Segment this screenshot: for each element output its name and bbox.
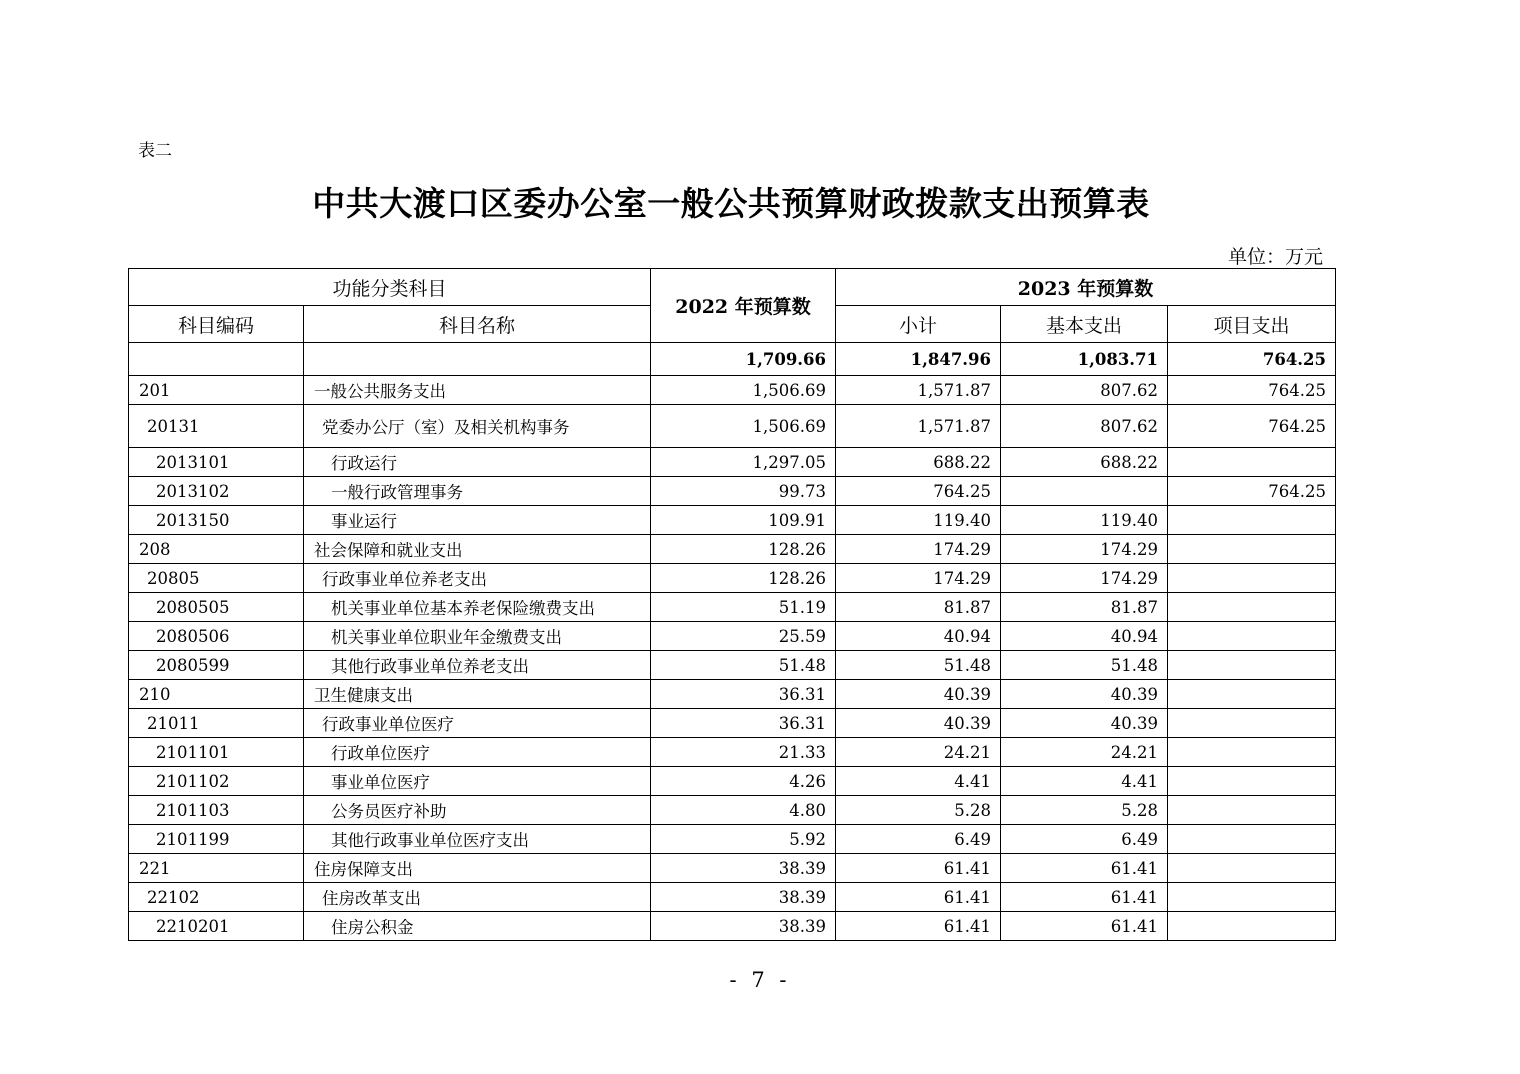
- cell-basic: 5.28: [1001, 796, 1168, 825]
- cell-project: [1168, 854, 1336, 883]
- cell-project: [1168, 593, 1336, 622]
- header-budget-2023: 2023 年预算数: [836, 269, 1336, 306]
- total-subtotal: 1,847.96: [836, 343, 1001, 376]
- cell-subtotal: 51.48: [836, 651, 1001, 680]
- cell-subtotal: 24.21: [836, 738, 1001, 767]
- cell-name: 其他行政事业单位医疗支出: [304, 825, 651, 854]
- table-row: [129, 376, 1336, 405]
- cell-budget-2022: 51.48: [651, 651, 836, 680]
- cell-code: 2080599: [129, 651, 304, 680]
- cell-code: 2080506: [129, 622, 304, 651]
- cell-code: 22102: [129, 883, 304, 912]
- header-function-category: 功能分类科目: [129, 269, 651, 306]
- cell-name: 一般公共服务支出: [304, 376, 651, 405]
- total-code: [129, 343, 304, 376]
- cell-code: 2101199: [129, 825, 304, 854]
- cell-budget-2022: 99.73: [651, 477, 836, 506]
- header-project: 项目支出: [1168, 306, 1336, 343]
- cell-subtotal: 4.41: [836, 767, 1001, 796]
- cell-budget-2022: 51.19: [651, 593, 836, 622]
- cell-code: 2080505: [129, 593, 304, 622]
- cell-subtotal: 61.41: [836, 912, 1001, 941]
- cell-project: [1168, 651, 1336, 680]
- cell-project: 764.25: [1168, 376, 1336, 405]
- header-budget-2022: 2022 年预算数: [651, 269, 836, 343]
- cell-project: [1168, 535, 1336, 564]
- table-row: [129, 883, 1336, 912]
- cell-basic: 40.94: [1001, 622, 1168, 651]
- cell-subtotal: 764.25: [836, 477, 1001, 506]
- cell-basic: 51.48: [1001, 651, 1168, 680]
- cell-basic: 807.62: [1001, 376, 1168, 405]
- cell-budget-2022: 38.39: [651, 883, 836, 912]
- cell-subtotal: 1,571.87: [836, 376, 1001, 405]
- header-name: 科目名称: [304, 306, 651, 343]
- cell-name: 党委办公厅（室）及相关机构事务: [304, 405, 651, 448]
- cell-project: [1168, 796, 1336, 825]
- cell-name: 住房保障支出: [304, 854, 651, 883]
- cell-code: 2210201: [129, 912, 304, 941]
- cell-budget-2022: 4.80: [651, 796, 836, 825]
- table-label: 表二: [138, 141, 172, 161]
- cell-name: 社会保障和就业支出: [304, 535, 651, 564]
- cell-code: 21011: [129, 709, 304, 738]
- cell-budget-2022: 1,506.69: [651, 376, 836, 405]
- cell-budget-2022: 1,297.05: [651, 448, 836, 477]
- cell-name: 卫生健康支出: [304, 680, 651, 709]
- cell-name: 事业单位医疗: [304, 767, 651, 796]
- header-basic: 基本支出: [1001, 306, 1168, 343]
- total-2022: 1,709.66: [651, 343, 836, 376]
- cell-subtotal: 174.29: [836, 564, 1001, 593]
- cell-basic: 40.39: [1001, 709, 1168, 738]
- cell-project: [1168, 912, 1336, 941]
- cell-basic: 174.29: [1001, 535, 1168, 564]
- cell-code: 2101101: [129, 738, 304, 767]
- cell-budget-2022: 36.31: [651, 680, 836, 709]
- cell-name: 公务员医疗补助: [304, 796, 651, 825]
- cell-subtotal: 174.29: [836, 535, 1001, 564]
- cell-subtotal: 688.22: [836, 448, 1001, 477]
- cell-basic: [1001, 477, 1168, 506]
- table-row: [129, 448, 1336, 477]
- cell-subtotal: 40.39: [836, 680, 1001, 709]
- cell-project: [1168, 680, 1336, 709]
- cell-name: 行政运行: [304, 448, 651, 477]
- cell-project: 764.25: [1168, 405, 1336, 448]
- cell-name: 机关事业单位职业年金缴费支出: [304, 622, 651, 651]
- cell-code: 20131: [129, 405, 304, 448]
- total-row: [129, 343, 1336, 376]
- table-row: [129, 651, 1336, 680]
- table-row: [129, 405, 1336, 448]
- cell-name: 住房改革支出: [304, 883, 651, 912]
- cell-budget-2022: 128.26: [651, 535, 836, 564]
- cell-name: 住房公积金: [304, 912, 651, 941]
- table-body: [129, 343, 1336, 941]
- cell-budget-2022: 36.31: [651, 709, 836, 738]
- cell-project: [1168, 622, 1336, 651]
- cell-project: [1168, 564, 1336, 593]
- cell-name: 行政事业单位医疗: [304, 709, 651, 738]
- cell-budget-2022: 4.26: [651, 767, 836, 796]
- table-row: [129, 680, 1336, 709]
- cell-project: 764.25: [1168, 477, 1336, 506]
- cell-name: 其他行政事业单位养老支出: [304, 651, 651, 680]
- cell-project: [1168, 709, 1336, 738]
- cell-budget-2022: 38.39: [651, 854, 836, 883]
- table-row: [129, 825, 1336, 854]
- cell-project: [1168, 448, 1336, 477]
- cell-budget-2022: 1,506.69: [651, 405, 836, 448]
- cell-code: 210: [129, 680, 304, 709]
- cell-basic: 61.41: [1001, 883, 1168, 912]
- cell-name: 行政单位医疗: [304, 738, 651, 767]
- cell-code: 201: [129, 376, 304, 405]
- cell-subtotal: 119.40: [836, 506, 1001, 535]
- table-row: [129, 912, 1336, 941]
- cell-budget-2022: 38.39: [651, 912, 836, 941]
- cell-name: 事业运行: [304, 506, 651, 535]
- table-row: [129, 535, 1336, 564]
- cell-project: [1168, 506, 1336, 535]
- cell-code: 2101103: [129, 796, 304, 825]
- total-project: 764.25: [1168, 343, 1336, 376]
- cell-basic: 807.62: [1001, 405, 1168, 448]
- cell-subtotal: 40.39: [836, 709, 1001, 738]
- cell-budget-2022: 109.91: [651, 506, 836, 535]
- cell-subtotal: 5.28: [836, 796, 1001, 825]
- table-row: [129, 767, 1336, 796]
- cell-subtotal: 61.41: [836, 854, 1001, 883]
- budget-table: [128, 268, 1336, 941]
- cell-code: 2013150: [129, 506, 304, 535]
- cell-code: 20805: [129, 564, 304, 593]
- cell-basic: 4.41: [1001, 767, 1168, 796]
- cell-code: 2013102: [129, 477, 304, 506]
- header-code: 科目编码: [129, 306, 304, 343]
- table-row: [129, 854, 1336, 883]
- cell-code: 2101102: [129, 767, 304, 796]
- total-name: [304, 343, 651, 376]
- table-row: [129, 564, 1336, 593]
- cell-basic: 688.22: [1001, 448, 1168, 477]
- cell-basic: 6.49: [1001, 825, 1168, 854]
- cell-budget-2022: 5.92: [651, 825, 836, 854]
- page-title: 中共大渡口区委办公室一般公共预算财政拨款支出预算表: [312, 184, 1150, 223]
- unit-label: 单位：万元: [1227, 246, 1323, 268]
- cell-subtotal: 6.49: [836, 825, 1001, 854]
- page-number: - 7 -: [729, 968, 791, 992]
- table-row: [129, 506, 1336, 535]
- cell-code: 2013101: [129, 448, 304, 477]
- cell-basic: 61.41: [1001, 912, 1168, 941]
- cell-code: 221: [129, 854, 304, 883]
- table-row: [129, 796, 1336, 825]
- cell-subtotal: 81.87: [836, 593, 1001, 622]
- cell-project: [1168, 883, 1336, 912]
- cell-project: [1168, 767, 1336, 796]
- table-row: [129, 622, 1336, 651]
- header-subtotal: 小计: [836, 306, 1001, 343]
- cell-code: 208: [129, 535, 304, 564]
- table-row: [129, 477, 1336, 506]
- table-row: [129, 709, 1336, 738]
- cell-name: 机关事业单位基本养老保险缴费支出: [304, 593, 651, 622]
- cell-project: [1168, 738, 1336, 767]
- cell-project: [1168, 825, 1336, 854]
- cell-budget-2022: 25.59: [651, 622, 836, 651]
- table-row: [129, 593, 1336, 622]
- cell-budget-2022: 21.33: [651, 738, 836, 767]
- cell-budget-2022: 128.26: [651, 564, 836, 593]
- table-row: [129, 738, 1336, 767]
- cell-subtotal: 40.94: [836, 622, 1001, 651]
- cell-basic: 119.40: [1001, 506, 1168, 535]
- cell-basic: 81.87: [1001, 593, 1168, 622]
- cell-basic: 174.29: [1001, 564, 1168, 593]
- cell-name: 行政事业单位养老支出: [304, 564, 651, 593]
- cell-name: 一般行政管理事务: [304, 477, 651, 506]
- cell-basic: 40.39: [1001, 680, 1168, 709]
- cell-subtotal: 61.41: [836, 883, 1001, 912]
- cell-subtotal: 1,571.87: [836, 405, 1001, 448]
- cell-basic: 24.21: [1001, 738, 1168, 767]
- total-basic: 1,083.71: [1001, 343, 1168, 376]
- cell-basic: 61.41: [1001, 854, 1168, 883]
